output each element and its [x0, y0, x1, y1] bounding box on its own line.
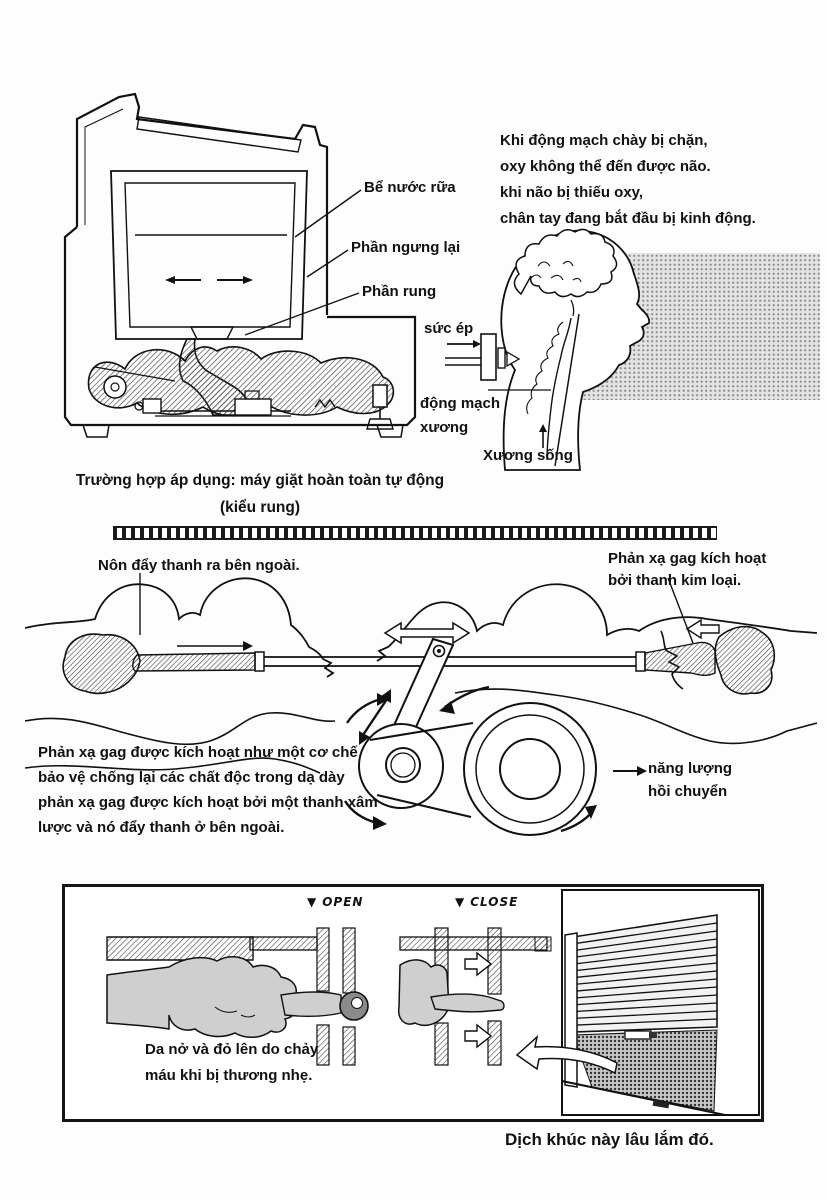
- triangle-marker-close: ▼: [455, 895, 466, 909]
- washing-machine-diagram: [55, 85, 455, 470]
- box-caption-line2: máu khi bị thương nhẹ.: [145, 1067, 313, 1084]
- machine-caption-line2: (kiểu rung): [219, 499, 301, 516]
- label-push-rod: Nôn đẩy thanh ra bên ngoài.: [98, 557, 300, 574]
- narration-line: chân tay đang bắt đầu bị kinh động.: [500, 210, 756, 227]
- double-arrow: [385, 623, 469, 643]
- energy-line1: năng lượng: [648, 760, 733, 777]
- label-artery-line1: động mạch: [420, 395, 501, 412]
- open-label: ▼ OPEN: [307, 895, 364, 909]
- finger: [281, 992, 341, 1016]
- energy-label: [648, 757, 732, 803]
- left-bulb: [63, 634, 140, 693]
- pinched-skin: [399, 960, 449, 1025]
- close-arrow-top: [465, 953, 491, 975]
- box-caption: [145, 1037, 318, 1089]
- label-gag-line1: Phản xạ gag kích hoạt: [608, 550, 767, 567]
- leader-gag: [668, 578, 693, 643]
- press-device: [481, 334, 496, 380]
- close-arrow-bottom: [465, 1025, 491, 1047]
- label-gag-line2: bởi thanh kim loại.: [608, 572, 742, 589]
- machine-caption-line1: Trường hợp áp dụng: máy giặt hoàn toàn tự động: [75, 472, 445, 489]
- head-profile-diagram: [443, 222, 827, 472]
- label-pressure: sức ép: [424, 320, 474, 337]
- label-vibrating-part: Phần rung: [362, 283, 437, 300]
- label-artery-line2: xương: [420, 419, 469, 436]
- triangle-marker-open: ▼: [307, 895, 318, 909]
- close-label: ▼ CLOSE: [455, 895, 519, 909]
- machine-caption: [55, 467, 465, 521]
- narration-line: Khi động mạch chày bị chặn,: [500, 132, 708, 149]
- box-caption-line1: Da nở và đỏ lên do chảy: [145, 1041, 319, 1058]
- narration-line: oxy không thể đến được não.: [500, 158, 711, 175]
- shutter-latch: [625, 1031, 651, 1039]
- pinched-finger: [431, 994, 504, 1012]
- hollow-left-arrow: [687, 620, 719, 638]
- fist: [107, 957, 297, 1038]
- big-pulley: [464, 703, 596, 835]
- label-wash-tub: Bể nước rữa: [364, 179, 456, 196]
- door-post: [565, 933, 577, 1087]
- narration-block: [500, 128, 756, 232]
- energy-line2: hồi chuyển: [648, 783, 728, 800]
- right-bulb: [715, 627, 774, 694]
- pressure-arrow: [473, 340, 481, 348]
- label-condensed-part: Phần ngưng lại: [351, 239, 461, 256]
- translator-note: Dịch khúc này lâu lắm đó.: [505, 1130, 714, 1149]
- narration-line: khi não bị thiếu oxy,: [500, 184, 644, 201]
- energy-arrow: [637, 766, 647, 776]
- railroad-divider: [113, 526, 717, 540]
- shutter-panel: [62, 884, 764, 1122]
- gag-paragraph: Phản xạ gag được kích hoạt như một cơ chế bảo vệ chống lại các chất độc trong dạ dày phản xạ gag được kích hoạt bởi một thanh xâm lược và nó đẩy thanh ở bên ngoài.: [38, 744, 378, 836]
- label-spine: Xương sống: [483, 447, 573, 464]
